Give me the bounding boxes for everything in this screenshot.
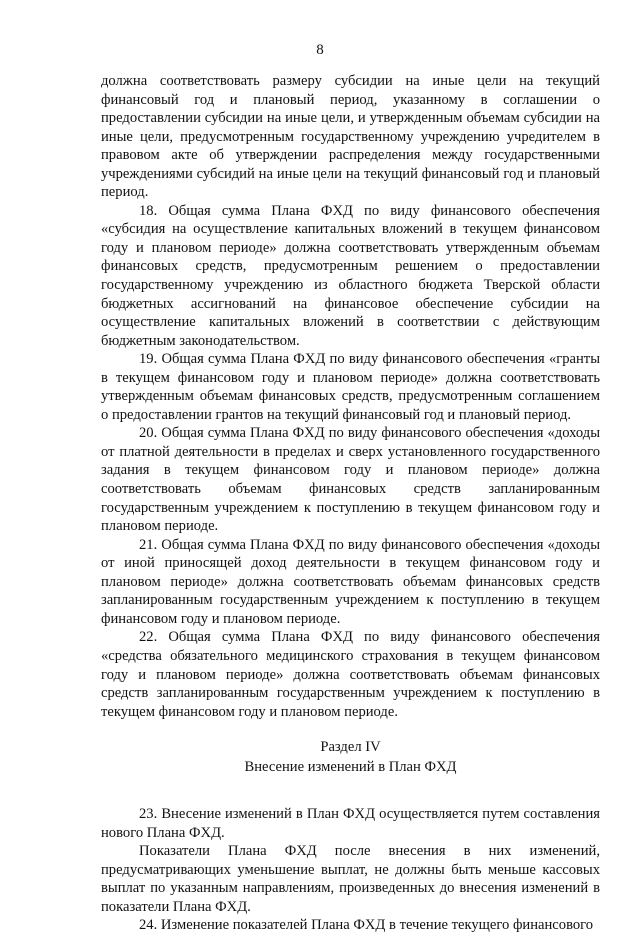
section-label: Раздел IV	[320, 739, 381, 756]
paragraph-continuation: должна соответствовать размеру субсидии на иные цели на текущий финансовый год и плановый период, указанному в соглашении о предоставлении субсидии на иные цели, и утвержденным объемам субсидии на иные цели, предусмотренным государственному учреждению учредителем в правовом акте об утверждении распределения между государственными учреждениями субсидий на иные цели на текущий финансовый год и плановый период.	[101, 73, 600, 201]
paragraph-18: 18. Общая сумма Плана ФХД по виду финансового обеспечения «субсидия на осуществление капитальных вложений в текущем финансовом году и плановом периоде» должна соответствовать утвержденным объемам финансовых средств, предусмотренным решением о предоставлении государственному учреждению из областного бюджета Тверской области бюджетных ассигнований на финансовое обеспечение субсидии на осуществление капитальных вложений в соответствии с действующим бюджетным законодательством.	[101, 202, 600, 349]
paragraph-20: 20. Общая сумма Плана ФХД по виду финансового обеспечения «доходы от платной деятельности в пределах и сверх установленного государственного задания в текущем финансовом году и плановом периоде» должна соответствовать объемам финансовых средств запланированным государственным учреждением к поступлению в текущем финансовом году и плановом периоде.	[101, 425, 600, 535]
page-number: 8	[316, 42, 324, 58]
paragraph-24: 24. Изменение показателей Плана ФХД в течение текущего финансового	[139, 917, 594, 934]
section-heading	[101, 737, 600, 777]
document-body	[101, 72, 600, 935]
section-title: Внесение изменений в План ФХД	[244, 759, 457, 776]
paragraph-23-indicators: Показатели Плана ФХД после внесения в них изменений, предусматривающих уменьшение выплат, не должны быть меньше кассовых выплат по указанным направлениям, произведенных до внесения изменений в показатели Плана ФХД.	[101, 843, 600, 915]
paragraph-22: 22. Общая сумма Плана ФХД по виду финансового обеспечения «средства обязательного медицинского страхования в текущем финансовом году и плановом периоде» должна соответствовать объемам финансовых средств запланированным государственным учреждением к поступлению в текущем финансовом году и плановом периоде.	[101, 629, 600, 720]
paragraph-23: 23. Внесение изменений в План ФХД осуществляется путем составления нового Плана ФХД.	[101, 806, 600, 841]
paragraph-21: 21. Общая сумма Плана ФХД по виду финансового обеспечения «доходы от иной приносящей доход деятельности в текущем финансовом году и плановом периоде» должна соответствовать объемам финансовых средств запланированным государственным учреждением к поступлению в текущем финансовом году и плановом периоде.	[101, 536, 600, 627]
paragraph-19: 19. Общая сумма Плана ФХД по виду финансового обеспечения «гранты в текущем финансовом году и плановом периоде» должна соответствовать утвержденным объемам финансовых средств, предусмотренным соглашением о предоставлении грантов на текущий финансовый год и плановый период.	[101, 351, 600, 423]
